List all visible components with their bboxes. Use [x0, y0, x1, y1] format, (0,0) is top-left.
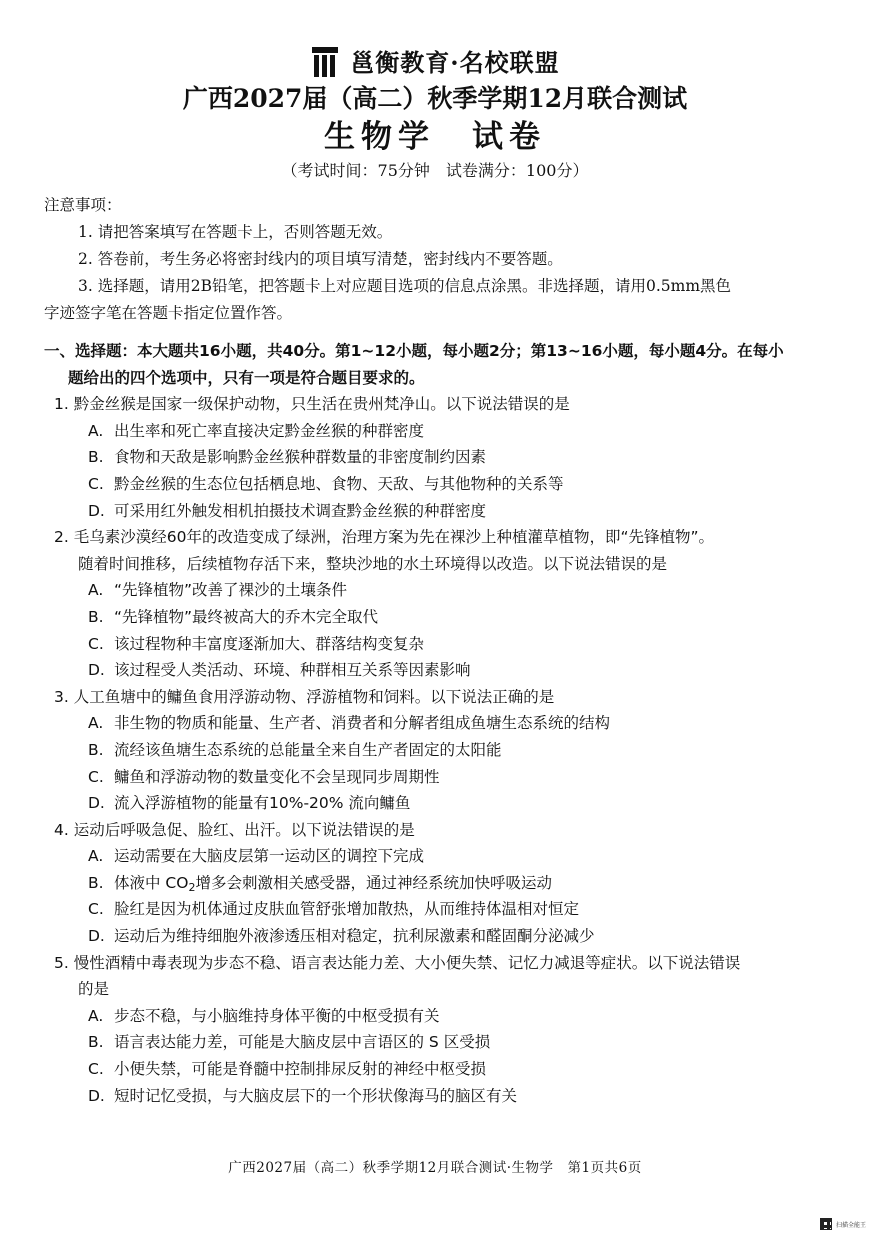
- option-text: 鳙鱼和浮游动物的数量变化不会呈现同步周期性: [114, 767, 440, 786]
- option-letter: D.: [88, 1086, 105, 1105]
- option-text: 该过程物种丰富度逐渐加大、群落结构变复杂: [114, 634, 425, 653]
- answer-option: [54, 1029, 834, 1056]
- option-letter: C.: [88, 900, 104, 919]
- option-text: 体液中 $CO_2$增多会刺激相关感受器，通过神经系统加快呼吸运动: [114, 873, 552, 894]
- answer-option: [54, 471, 834, 498]
- page-footer: 广西2027届（高二）秋季学期12月联合测试·生物学 第1页共6页: [228, 1160, 642, 1176]
- question-stem: 的是: [78, 980, 110, 999]
- option-text: 流经该鱼塘生态系统的总能量全来自生产者固定的太阳能: [114, 740, 502, 759]
- answer-option: [54, 870, 834, 897]
- answer-option: [54, 498, 834, 525]
- question: [44, 684, 834, 817]
- answer-option: [54, 577, 834, 604]
- section-heading-line: 题给出的四个选项中，只有一项是符合题目要求的。: [68, 368, 425, 387]
- option-text: 食物和天敌是影响黔金丝猴种群数量的非密度制约因素: [114, 448, 487, 467]
- book-logo-icon: [310, 41, 340, 79]
- option-letter: A.: [88, 421, 104, 440]
- option-letter: D.: [88, 927, 105, 946]
- exam-info: （考试时间：75分钟 试卷满分：100分）: [281, 161, 589, 180]
- option-text: 语言表达能力差，可能是大脑皮层中言语区的 S 区受损: [114, 1033, 491, 1052]
- answer-option: [54, 1083, 834, 1110]
- option-letter: A.: [88, 581, 104, 600]
- option-text: “先锋植物”最终被高大的乔木完全取代: [114, 607, 379, 626]
- answer-option: [54, 631, 834, 658]
- answer-option: [54, 710, 834, 737]
- option-letter: C.: [88, 767, 104, 786]
- scanner-watermark: 扫描全能王: [836, 1222, 867, 1229]
- option-text: 脸红是因为机体通过皮肤血管舒张增加散热，从而维持体温相对恒定: [114, 900, 580, 919]
- answer-option: [54, 1056, 834, 1083]
- option-letter: D.: [88, 794, 105, 813]
- answer-option: [54, 843, 834, 870]
- option-letter: B.: [88, 1033, 104, 1052]
- exam-header: [0, 38, 870, 184]
- question: [44, 524, 834, 684]
- option-text: 运动需要在大脑皮层第一运动区的调控下完成: [114, 847, 425, 866]
- answer-option: [54, 764, 834, 791]
- question-stem: 3. 人工鱼塘中的鳙鱼食用浮游动物、浮游植物和饲料。以下说法正确的是: [54, 687, 555, 706]
- option-letter: A.: [88, 847, 104, 866]
- option-text: 可采用红外触发相机拍摄技术调查黔金丝猴的种群密度: [114, 501, 487, 520]
- option-letter: D.: [88, 501, 105, 520]
- brand-row: [0, 38, 870, 82]
- note-item-continued: 字迹签字笔在答题卡指定位置作答。: [44, 304, 293, 322]
- option-text: 小便失禁，可能是脊髓中控制排尿反射的神经中枢受损: [114, 1060, 487, 1079]
- note-item: 3. 选择题，请用2B铅笔，把答题卡上对应题目选项的信息点涂黑。非选择题，请用0.5mm黑色: [78, 277, 732, 295]
- brand-name: 邕衡教育·名校联盟: [350, 47, 560, 77]
- question-stem: 2. 毛乌素沙漠经60年的改造变成了绿洲，治理方案为先在裸沙上种植灌草植物，即“先锋植物”。: [54, 528, 715, 547]
- note-item: 1. 请把答案填写在答题卡上，否则答题无效。: [78, 223, 393, 241]
- section-heading-line: 一、选择题：本大题共16小题，共40分。第1~12小题，每小题2分；第13~16小题，每小题4分。在每小: [44, 342, 784, 360]
- option-text: 运动后为维持细胞外液渗透压相对稳定，抗利尿激素和醛固酮分泌减少: [114, 927, 595, 946]
- note-item: 2. 答卷前，考生务必将密封线内的项目填写清楚，密封线内不要答题。: [78, 250, 563, 268]
- option-letter: A.: [88, 714, 104, 733]
- exam-title: 广西2027届（高二）秋季学期12月联合测试: [182, 84, 688, 113]
- option-letter: C.: [88, 1060, 104, 1079]
- section-heading: [44, 338, 834, 391]
- option-text: 流入浮游植物的能量有10%-20% 流向鳙鱼: [114, 794, 411, 813]
- question-stem: 5. 慢性酒精中毒表现为步态不稳、语言表达能力差、大小便失禁、记忆力减退等症状。以下说法错误: [54, 953, 741, 972]
- answer-option: [54, 418, 834, 445]
- answer-option: [54, 790, 834, 817]
- answer-option: [54, 923, 834, 950]
- option-text: 短时记忆受损，与大脑皮层下的一个形状像海马的脑区有关: [114, 1086, 518, 1105]
- question-list: [44, 391, 834, 1109]
- question: [44, 950, 834, 1110]
- option-letter: C.: [88, 634, 104, 653]
- option-letter: A.: [88, 1006, 104, 1025]
- option-text: 步态不稳，与小脑维持身体平衡的中枢受损有关: [114, 1006, 440, 1025]
- option-letter: B.: [88, 448, 104, 467]
- option-text: 出生率和死亡率直接决定黔金丝猴的种群密度: [114, 421, 425, 440]
- questions-section: [44, 338, 834, 1109]
- answer-option: [54, 604, 834, 631]
- option-letter: D.: [88, 661, 105, 680]
- option-text: 该过程受人类活动、环境、种群相互关系等因素影响: [114, 661, 471, 680]
- answer-option: [54, 737, 834, 764]
- answer-option: [54, 657, 834, 684]
- question-stem: 随着时间推移，后续植物存活下来，整块沙地的水土环境得以改造。以下说法错误的是: [78, 554, 668, 573]
- question: [44, 817, 834, 950]
- option-letter: B.: [88, 607, 104, 626]
- answer-option: [54, 1003, 834, 1030]
- question: [44, 391, 834, 524]
- option-text: 黔金丝猴的生态位包括栖息地、食物、天敌、与其他物种的关系等: [114, 474, 564, 493]
- notes-title: 注意事项：: [44, 196, 122, 214]
- option-text: 非生物的物质和能量、生产者、消费者和分解者组成鱼塘生态系统的结构: [114, 714, 611, 733]
- question-stem: 4. 运动后呼吸急促、脸红、出汗。以下说法错误的是: [54, 820, 415, 839]
- subject-title: 生物学 试卷: [324, 119, 546, 155]
- qr-code-icon: [820, 1218, 832, 1230]
- option-letter: B.: [88, 873, 104, 892]
- answer-option: [54, 896, 834, 923]
- option-letter: C.: [88, 474, 104, 493]
- option-text: “先锋植物”改善了裸沙的土壤条件: [114, 581, 348, 600]
- answer-option: [54, 444, 834, 471]
- option-letter: B.: [88, 740, 104, 759]
- question-stem: 1. 黔金丝猴是国家一级保护动物，只生活在贵州梵净山。以下说法错误的是: [54, 395, 570, 414]
- notes-section: [44, 192, 834, 327]
